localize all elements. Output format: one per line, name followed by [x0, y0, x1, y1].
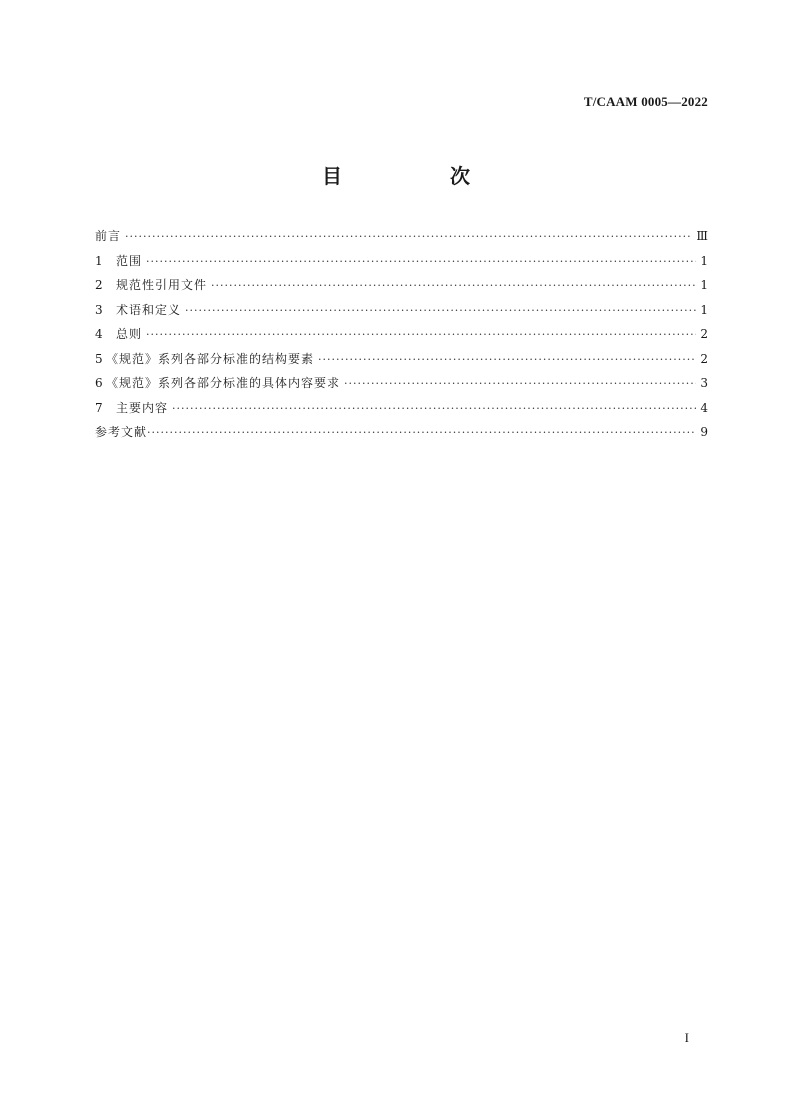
document-code: T/CAAM 0005—2022 [583, 94, 708, 109]
toc-entry-label: 总则 [116, 327, 143, 341]
toc-dot-leader [125, 227, 692, 247]
toc-entry-number: 3 [95, 302, 103, 317]
toc-entry-label: 主要内容 [116, 400, 169, 415]
toc-dot-leader [185, 301, 696, 321]
toc-entry-label: 规范性引用文件 [116, 278, 208, 292]
toc-entry-page: 2 [700, 327, 708, 341]
toc-entry-general[interactable] [95, 324, 708, 349]
table-of-contents [95, 226, 708, 447]
toc-entry-page: 4 [700, 400, 708, 415]
toc-title: 目 次 [322, 164, 514, 188]
toc-entry-page: 1 [700, 278, 708, 292]
toc-entry-label: 前言 [95, 229, 122, 243]
toc-dot-leader [147, 423, 696, 443]
toc-entry-structure-elements[interactable] [95, 349, 708, 374]
toc-entry-label: 《规范》系列各部分标准的结构要素 [106, 351, 315, 366]
toc-dot-leader [318, 350, 696, 370]
toc-entry-bibliography[interactable] [95, 422, 708, 447]
toc-entry-label: 参考文献 [95, 425, 148, 439]
toc-entry-label: 《规范》系列各部分标准的具体内容要求 [106, 376, 341, 390]
toc-entry-number: 2 [95, 278, 103, 292]
toc-entry-content-requirements[interactable] [95, 373, 708, 398]
toc-entry-foreword[interactable] [95, 226, 708, 251]
toc-entry-scope[interactable] [95, 251, 708, 276]
page-number: I [684, 1030, 689, 1045]
toc-entry-page: 3 [700, 376, 708, 390]
toc-dot-leader [146, 252, 696, 272]
toc-entry-page: Ⅲ [696, 229, 708, 243]
toc-dot-leader [172, 399, 696, 419]
toc-entry-page: 1 [700, 302, 708, 317]
toc-entry-page: 9 [700, 425, 708, 439]
toc-entry-number: 5 [95, 351, 103, 366]
toc-entry-number: 6 [95, 376, 103, 390]
toc-entry-number: 4 [95, 327, 103, 341]
toc-entry-label: 术语和定义 [116, 302, 182, 317]
toc-entry-main-content[interactable] [95, 398, 708, 423]
toc-entry-label: 范围 [116, 253, 143, 268]
toc-entry-normative-references[interactable] [95, 275, 708, 300]
toc-entry-number: 7 [95, 400, 103, 415]
toc-entry-page: 1 [700, 253, 708, 268]
toc-dot-leader [211, 276, 696, 296]
toc-entry-page: 2 [700, 351, 708, 366]
toc-entry-terms-definitions[interactable] [95, 300, 708, 325]
toc-entry-number: 1 [95, 253, 103, 268]
toc-dot-leader [344, 374, 696, 394]
toc-dot-leader [146, 325, 696, 345]
